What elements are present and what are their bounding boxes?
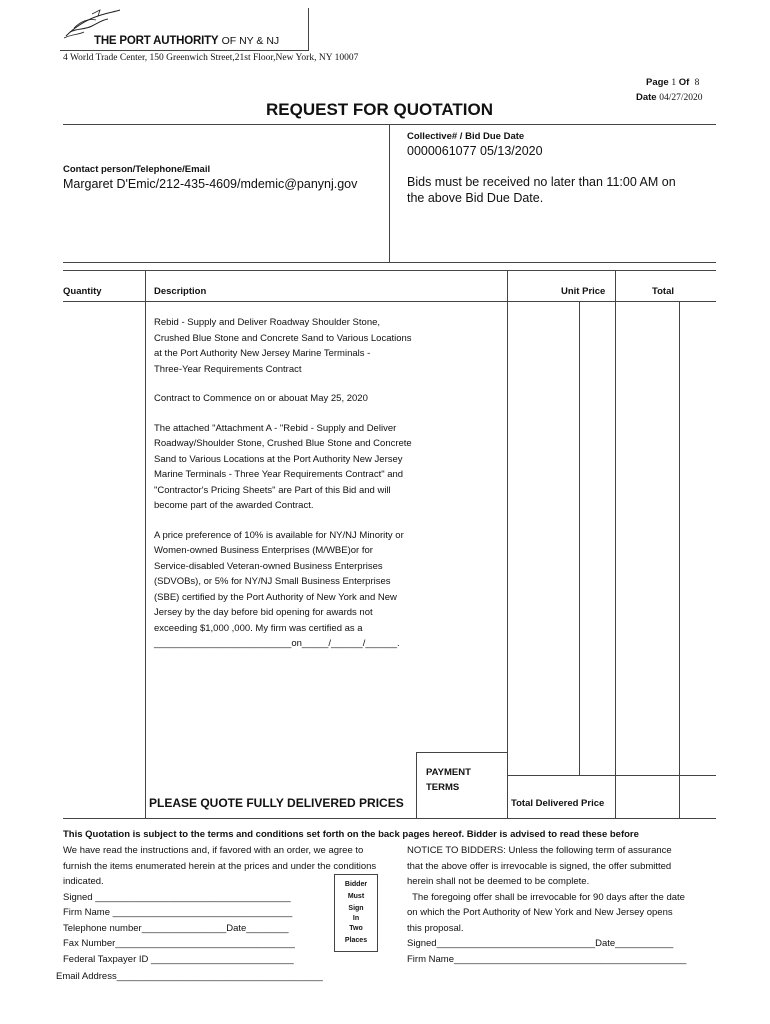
description-line: Women-owned Business Enterprises (M/WBE)or for bbox=[154, 545, 373, 556]
agreement-line: indicated. bbox=[63, 876, 104, 887]
description-line: Contract to Commence on or abouat May 25, 2020 bbox=[154, 393, 368, 404]
page-total: 8 bbox=[694, 78, 700, 88]
page-number: 1 bbox=[671, 78, 677, 88]
table-header-rule bbox=[63, 301, 716, 302]
column-header-quantity: Quantity bbox=[63, 286, 102, 297]
date-label: Date bbox=[636, 92, 657, 103]
payment-terms-label-1: PAYMENT bbox=[426, 767, 471, 778]
firm-name-field[interactable]: Firm Name __________________________________ bbox=[63, 907, 293, 918]
page-label: Page bbox=[646, 77, 669, 88]
description-line: Sand to Various Locations at the Port Authority New Jersey bbox=[154, 453, 403, 465]
description-line: exceeding $1,000 ,000. My firm was certified as a bbox=[154, 622, 363, 634]
description-paragraph bbox=[154, 315, 499, 377]
notice-line: this proposal. bbox=[407, 922, 464, 934]
column-header-total: Total bbox=[652, 286, 674, 297]
total-delivered-top-rule bbox=[507, 775, 716, 776]
fax-number-field[interactable]: Fax Number__________________________________ bbox=[63, 938, 295, 949]
description-line: Three-Year Requirements Contract bbox=[154, 363, 302, 375]
description-line: (SDVOBs), or 5% for NY/NJ Small Business Enterprises bbox=[154, 576, 391, 587]
irrevocable-firm-name-field[interactable]: Firm Name____________________________________________ bbox=[407, 953, 687, 965]
date-indicator bbox=[636, 92, 703, 103]
section-bottom-rule-2 bbox=[63, 270, 716, 271]
quantity-column-border bbox=[145, 270, 146, 818]
agreement-line: furnish the items enumerated herein at the prices and under the conditions bbox=[63, 860, 377, 872]
description-line: at the Port Authority New Jersey Marine Terminals - bbox=[154, 348, 371, 359]
bidder-box-line: Must bbox=[347, 893, 365, 900]
organization-name-bold: THE PORT AUTHORITY bbox=[94, 35, 219, 47]
notice-line: herein shall not be deemed to be complete. bbox=[407, 876, 590, 887]
bidder-box-line: Sign bbox=[348, 905, 364, 912]
page-title: REQUEST FOR QUOTATION bbox=[266, 100, 493, 119]
federal-taxpayer-id-field[interactable]: Federal Taxpayer ID ___________________________ bbox=[63, 953, 294, 965]
total-delivered-price-label: Total Delivered Price bbox=[511, 798, 605, 809]
contact-label: Contact person/Telephone/Email bbox=[63, 164, 211, 175]
organization-name bbox=[94, 35, 279, 47]
notice-line: that the above offer is irrevocable is signed, the offer submitted bbox=[407, 860, 672, 872]
telephone-date-field[interactable]: Telephone number________________Date________ bbox=[63, 922, 289, 934]
description-line: The attached "Attachment A - "Rebid - Supply and Deliver bbox=[154, 422, 397, 434]
collective-value: 0000061077 05/13/2020 bbox=[407, 144, 543, 158]
notice-line: The foregoing offer shall be irrevocable for 90 days after the date bbox=[407, 891, 685, 903]
table-bottom-rule bbox=[63, 818, 716, 819]
description-paragraph bbox=[154, 391, 499, 407]
quote-delivered-note: PLEASE QUOTE FULLY DELIVERED PRICES bbox=[149, 796, 404, 810]
bidder-must-sign-box bbox=[334, 874, 378, 952]
column-header-description: Description bbox=[154, 286, 207, 297]
email-address-field[interactable]: Email Address_______________________________________ bbox=[56, 971, 323, 982]
logo-underline bbox=[60, 50, 309, 51]
description-line: Crushed Blue Stone and Concrete Sand to Various Locations bbox=[154, 332, 412, 344]
description-line: "Contractor's Pricing Sheets" are Part of this Bid and will bbox=[154, 484, 391, 496]
payment-terms-label-2: TERMS bbox=[426, 782, 460, 793]
notice-to-bidders bbox=[407, 843, 686, 967]
page-indicator bbox=[646, 77, 699, 88]
contact-value: Margaret D'Emic/212-435-4609/mdemic@panynj.gov bbox=[63, 177, 358, 191]
agreement-line: We have read the instructions and, if favored with an order, we agree to bbox=[63, 845, 364, 856]
date-value: 04/27/2020 bbox=[659, 93, 703, 103]
of-label: Of bbox=[678, 77, 690, 88]
address: 4 World Trade Center, 150 Greenwich Street,21st Floor,New York, NY 10007 bbox=[63, 53, 359, 63]
notice-line: NOTICE TO BIDDERS: Unless the following term of assurance bbox=[407, 845, 672, 856]
unit-price-column-border bbox=[615, 270, 616, 818]
section-bottom-rule-1 bbox=[63, 262, 716, 263]
irrevocable-signed-field[interactable]: Signed______________________________Date___________ bbox=[407, 938, 674, 949]
item-description bbox=[154, 315, 499, 666]
description-paragraph bbox=[154, 421, 499, 514]
description-line: (SBE) certified by the Port Authority of New York and New bbox=[154, 591, 397, 603]
description-line: Marine Terminals - Three Year Requirements Contract" and bbox=[154, 469, 404, 480]
bidder-agreement bbox=[63, 843, 376, 967]
terms-heading: This Quotation is subject to the terms and conditions set forth on the back pages hereof. Bidder is advised to read these before bbox=[63, 829, 639, 840]
description-line: Jersey by the day before bid opening for awards not bbox=[154, 607, 373, 618]
contact-divider bbox=[389, 124, 390, 262]
logo-divider bbox=[308, 8, 309, 50]
description-line: become part of the awarded Contract. bbox=[154, 500, 314, 511]
bidder-box-line: Bidder bbox=[344, 881, 368, 888]
logo bbox=[60, 8, 310, 50]
description-column-border bbox=[507, 270, 508, 818]
description-line: A price preference of 10% is available for NY/NJ Minority or bbox=[154, 529, 404, 541]
description-line: __________________________on_____/______/______. bbox=[154, 638, 400, 649]
unit-price-inner-border bbox=[579, 301, 580, 775]
description-line: Service-disabled Veteran-owned Business Enterprises bbox=[154, 560, 383, 572]
organization-name-rest: OF NY & NJ bbox=[221, 35, 280, 47]
bidder-box-line: In bbox=[352, 915, 360, 922]
bid-deadline-notice-line2: the above Bid Due Date. bbox=[407, 191, 544, 205]
column-header-unit-price: Unit Price bbox=[561, 286, 606, 297]
total-inner-border bbox=[679, 301, 680, 818]
bidder-box-line: Two bbox=[349, 925, 363, 932]
description-paragraph bbox=[154, 528, 499, 652]
description-line: Rebid - Supply and Deliver Roadway Shoulder Stone, bbox=[154, 317, 381, 328]
collective-label: Collective# / Bid Due Date bbox=[407, 131, 525, 142]
notice-line: on which the Port Authority of New York and New Jersey opens bbox=[407, 907, 673, 918]
bid-deadline-notice-line1: Bids must be received no later than 11:00 AM on bbox=[407, 175, 676, 189]
description-line: Roadway/Shoulder Stone, Crushed Blue Stone and Concrete bbox=[154, 438, 412, 449]
bidder-box-line: Places bbox=[344, 937, 368, 944]
signed-field[interactable]: Signed _____________________________________ bbox=[63, 891, 291, 903]
